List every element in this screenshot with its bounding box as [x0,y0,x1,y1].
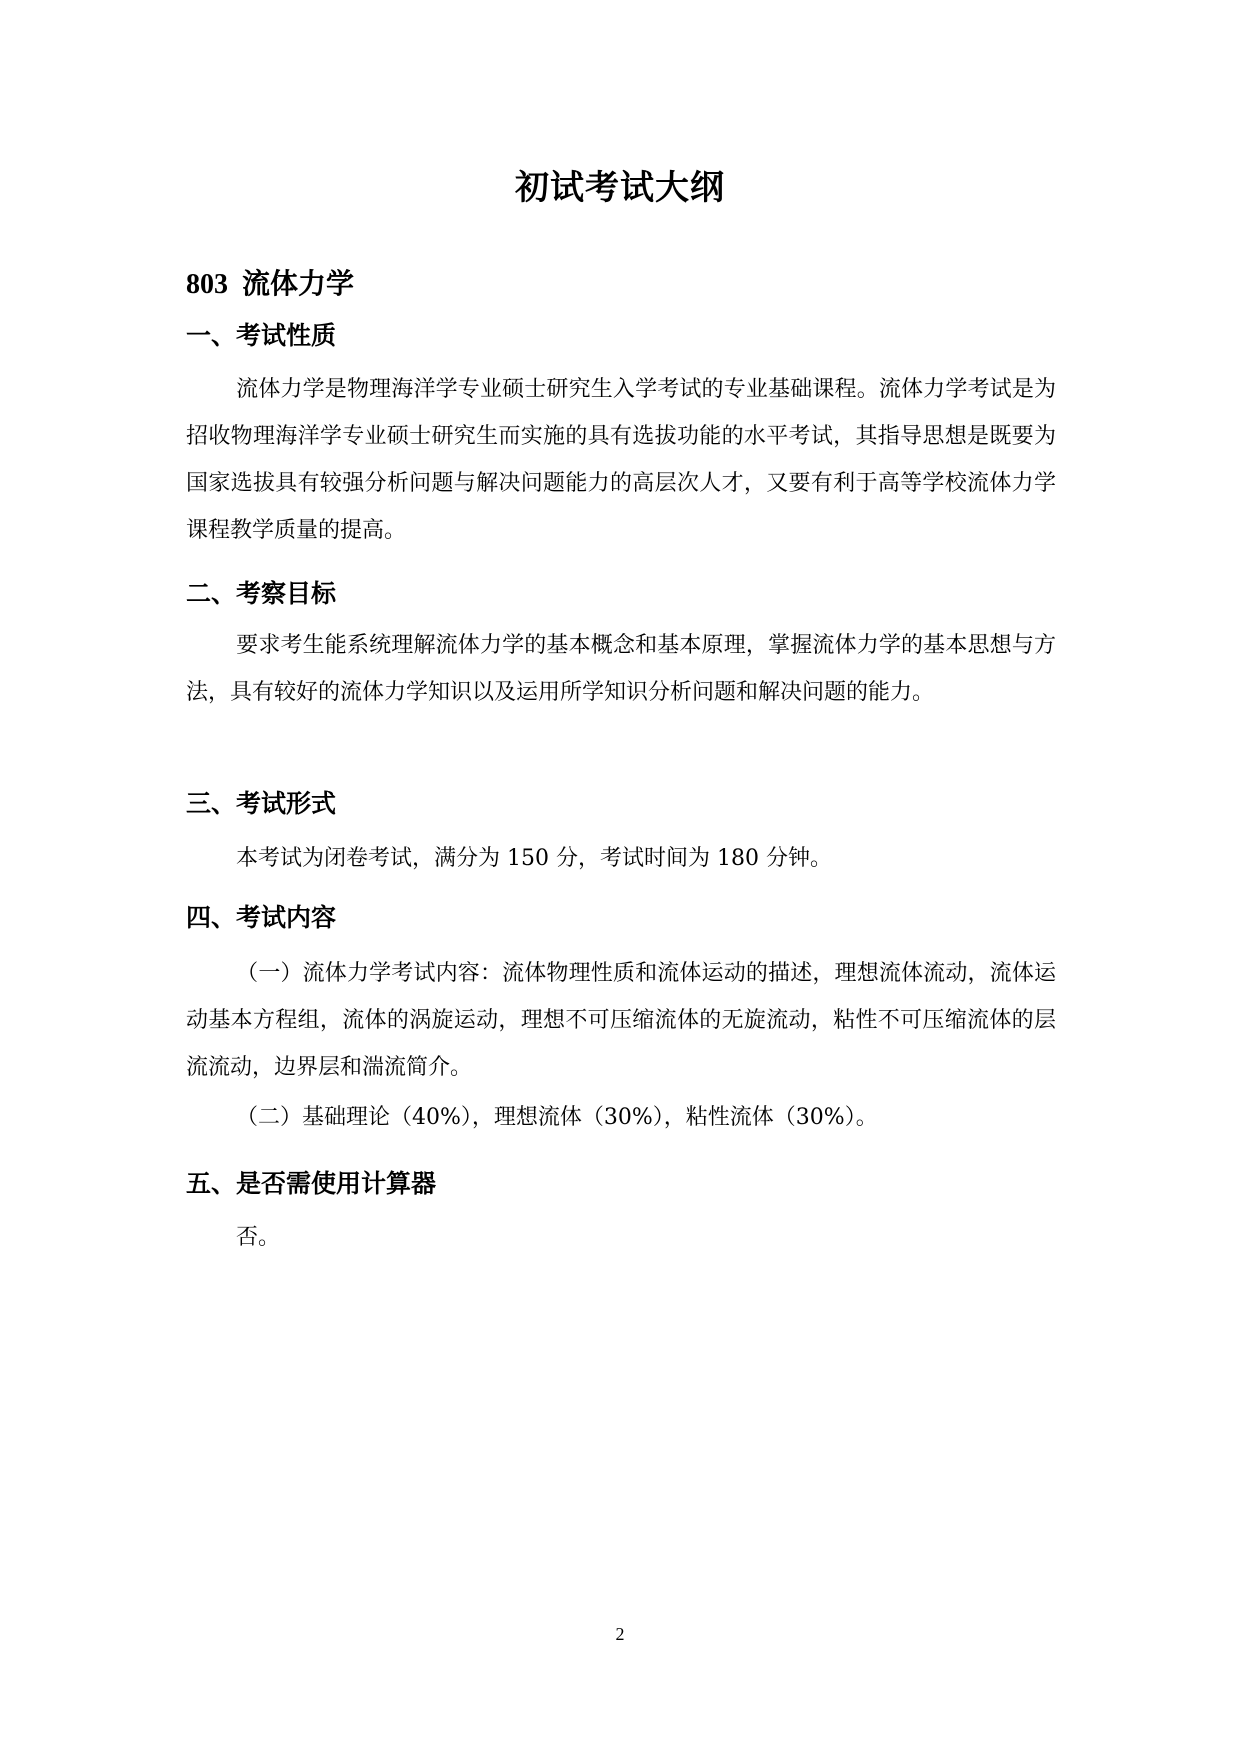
section-heading-exam-nature: 一、考试性质 [186,321,337,350]
page-number: 2 [615,1624,625,1644]
paragraph-text: 要求考生能系统理解流体力学的基本概念和基本原理，掌握流体力学的基本思想与方法，具有较好的流体力学知识以及运用所学知识分析问题和解决问题的能力。 [186,633,1056,705]
section-paragraph-exam-nature [186,366,1056,554]
section-paragraph-exam-content-2 [186,1094,1056,1141]
section-paragraph-exam-format [186,835,1056,882]
paragraph-text: （二）基础理论（40%），理想流体（30%），粘性流体（30%）。 [236,1105,878,1130]
course-title [186,262,354,302]
section-heading-exam-format: 三、考试形式 [186,789,337,818]
section-paragraph-exam-content-1 [186,950,1056,1091]
paragraph-text: 否。 [236,1225,281,1250]
course-name: 流体力学 [242,267,355,300]
section-heading-exam-content: 四、考试内容 [186,903,337,932]
document-title: 初试考试大纲 [515,168,725,208]
paragraph-text: （一）流体力学考试内容：流体物理性质和流体运动的描述，理想流体流动，流体运动基本方程组，流体的涡旋运动，理想不可压缩流体的无旋流动，粘性不可压缩流体的层流流动，边界层和湍流简介。 [186,961,1056,1080]
section-paragraph-calculator [186,1214,1056,1261]
paragraph-text: 本考试为闭卷考试，满分为 150 分，考试时间为 180 分钟。 [236,846,832,871]
section-heading-calculator: 五、是否需使用计算器 [186,1169,437,1198]
course-code: 803 [186,269,228,300]
paragraph-text: 流体力学是物理海洋学专业硕士研究生入学考试的专业基础课程。流体力学考试是为招收物理海洋学专业硕士研究生而实施的具有选拔功能的水平考试，其指导思想是既要为国家选拔具有较强分析问题与解决问题能力的高层次人才，又要有利于高等学校流体力学课程教学质量的提高。 [186,377,1056,543]
section-heading-objectives: 二、考察目标 [186,579,337,608]
section-paragraph-objectives [186,622,1056,716]
